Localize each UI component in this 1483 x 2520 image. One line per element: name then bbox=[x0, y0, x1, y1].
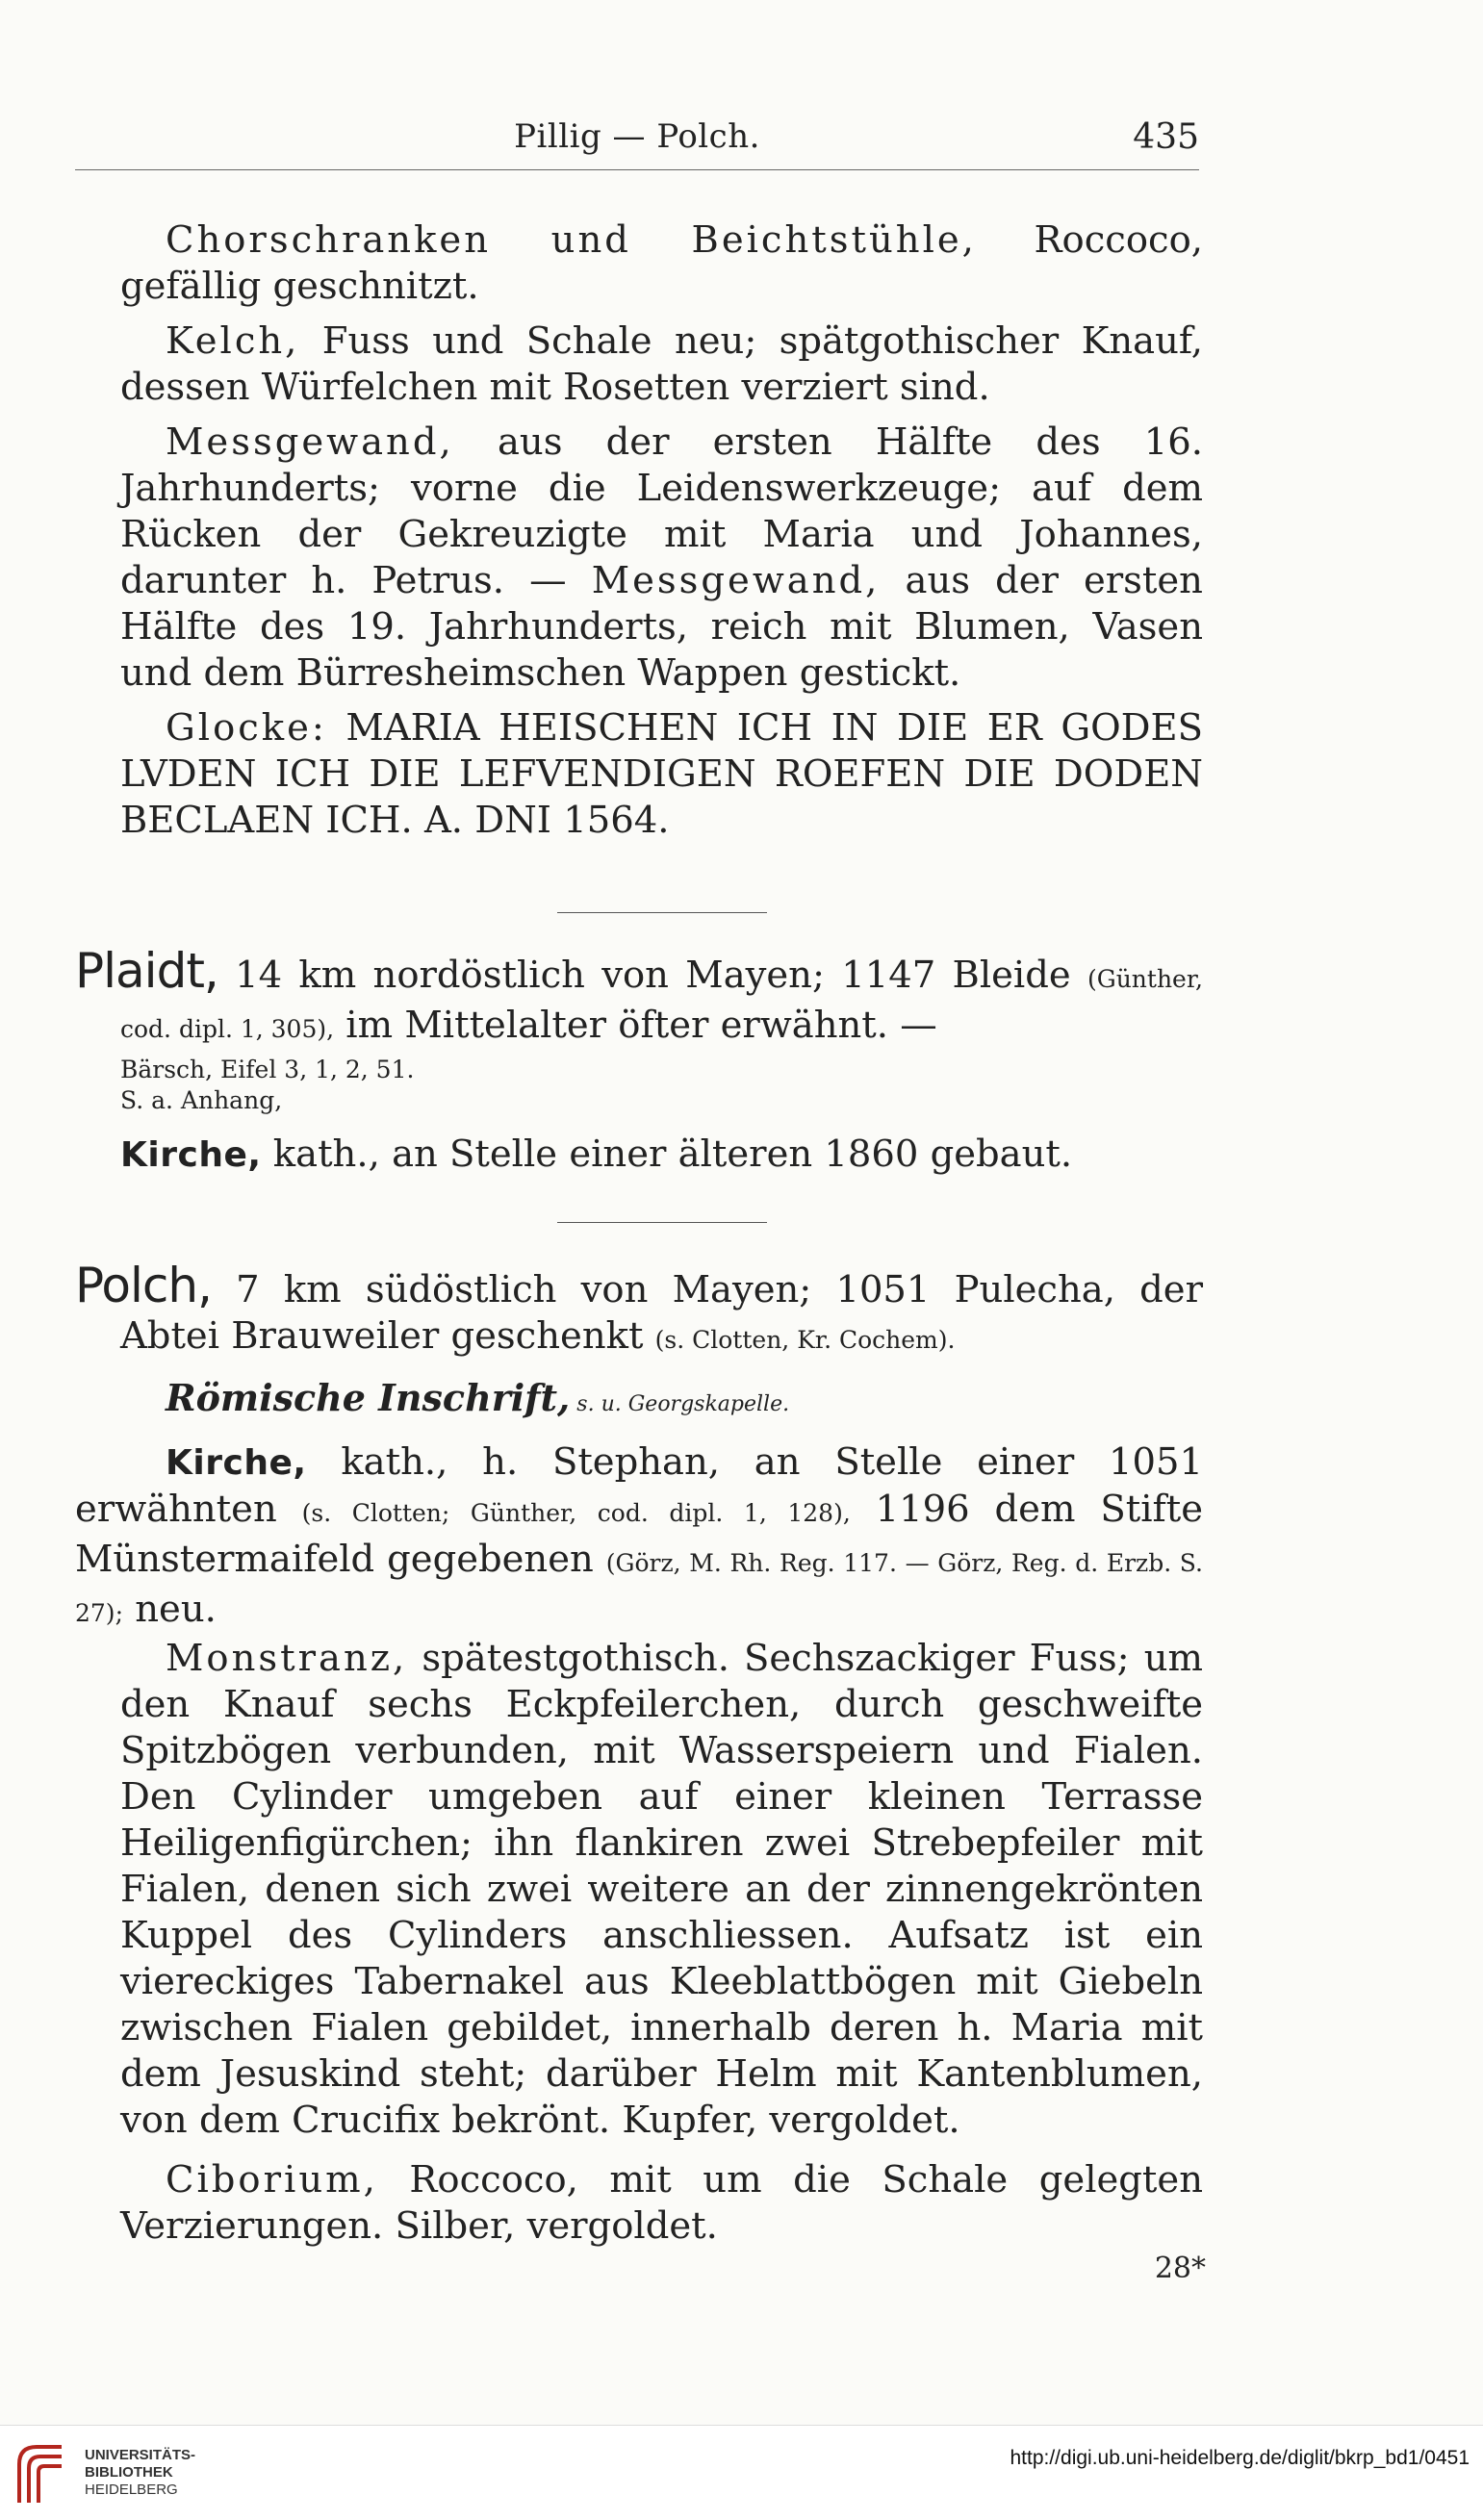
separator-1-wrap bbox=[120, 912, 1203, 913]
paragraph-monstranz bbox=[120, 1636, 1203, 2144]
printer-signature: 28* bbox=[1154, 2252, 1206, 2285]
paragraph-kelch bbox=[120, 318, 1203, 411]
term: Ciborium, bbox=[166, 2158, 378, 2202]
term: Messgewand, bbox=[591, 559, 881, 602]
entry-plaidt bbox=[75, 943, 1203, 1179]
term: Glocke: bbox=[166, 706, 327, 750]
separator-2-wrap bbox=[120, 1222, 1203, 1223]
place-name-plaidt: Plaidt, bbox=[75, 943, 218, 999]
plaidt-references bbox=[75, 1055, 1203, 1116]
body-text: Roccoco, mit um die Schale gelegten Verzierungen. Silber, vergoldet. bbox=[120, 2158, 1203, 2248]
reference: (Görz, M. Rh. Reg. 117. — Görz, Reg. d. Erzb. S. 27); bbox=[75, 1549, 1203, 1627]
cross-reference: s. u. Georgskapelle. bbox=[570, 1392, 790, 1416]
term: Messgewand, bbox=[166, 420, 454, 464]
place-name-polch: Polch, bbox=[75, 1258, 212, 1313]
term: Monstranz, bbox=[166, 1637, 408, 1680]
section-separator bbox=[557, 912, 767, 913]
body-text: kath., h. Stephan, an Stelle einer 1051 erwähnten bbox=[75, 1440, 1203, 1531]
reference: S. a. Anhang, bbox=[120, 1086, 283, 1114]
paragraph-messgewand bbox=[120, 420, 1203, 697]
header-rule bbox=[75, 169, 1199, 170]
body-text: Fuss und Schale neu; spätgothischer Knauf, dessen Würfelchen mit Rosetten verziert sind. bbox=[120, 319, 1203, 409]
library-line: UNIVERSITÄTS- bbox=[85, 2447, 196, 2463]
body-text: Roccoco, gefällig geschnitzt. bbox=[120, 218, 1203, 308]
reference: (s. Clotten; Günther, cod. dipl. 1, 128), bbox=[301, 1499, 851, 1527]
polch-heading-paragraph bbox=[75, 1258, 1203, 1363]
body-text: 7 km südöstlich von Mayen; 1051 Pulecha, der Abtei Brauweiler geschenkt bbox=[120, 1268, 1203, 1358]
paragraph-ciborium bbox=[120, 2157, 1203, 2250]
term: Kirche, bbox=[166, 1443, 307, 1483]
paragraph-chorschranken bbox=[120, 217, 1203, 310]
term: Römische Inschrift, bbox=[166, 1376, 571, 1419]
plaidt-heading-paragraph bbox=[75, 943, 1203, 1053]
body-text: aus der ersten Hälfte des 16. Jahrhunderts; vorne die Leidenswerkzeuge; auf dem Rücken der Gekreuzigte mit Maria und Johannes, darunter h. Petrus. — bbox=[120, 420, 1203, 602]
bell-inscription: MARIA HEISCHEN ICH IN DIE ER GODES LVDEN ICH DIE LEFVENDIGEN ROEFEN DIE DODEN BECLAEN ICH. A. DNI 1564. bbox=[120, 706, 1203, 842]
library-line: HEIDELBERG bbox=[85, 2482, 178, 2498]
body-text: 14 km nordöstlich von Mayen; 1147 Bleide bbox=[217, 954, 1087, 997]
source-url-link[interactable]: http://digi.ub.uni-heidelberg.de/diglit/bkrp_bd1/0451 bbox=[1010, 2447, 1470, 2469]
body-text: aus der ersten Hälfte des 19. Jahrhunderts, reich mit Blumen, Vasen und dem Bürresheimschen Wappen gestickt. bbox=[120, 559, 1203, 695]
roemische-inschrift-paragraph bbox=[75, 1375, 1203, 1428]
library-name bbox=[85, 2447, 195, 2499]
term: Kelch, bbox=[166, 319, 300, 363]
entry-polch bbox=[75, 1258, 1204, 1637]
body-text: im Mittelalter öfter erwähnt. — bbox=[334, 1004, 937, 1047]
page-number: 435 bbox=[1133, 117, 1199, 157]
running-header bbox=[75, 114, 1199, 171]
body-text: spätestgothisch. Sechszackiger Fuss; um den Knauf sechs Eckpfeilerchen, durch geschweifte Spitzbögen verbunden, mit Wasserspeiern und Fialen. Den Cylinder umgeben auf einer kleinen Terrasse Heiligenfigürchen; ihn flankiren zwei Strebepfeiler mit Fialen, denen sich zwei weitere an der zinnengekrönten Kuppel des Cylinders anschliessen. Aufsatz ist ein viereckiges Tabernakel aus Kleeblattbögen mit Giebeln zwischen Fialen gebildet, innerhalb deren h. Maria mit dem Jesuskind steht; darüber Helm mit Kantenblumen, von dem Crucifix bekrönt. Kupfer, vergoldet. bbox=[120, 1637, 1203, 2142]
library-line: BIBLIOTHEK bbox=[85, 2464, 173, 2481]
reference: (s. Clotten, Kr. Cochem). bbox=[654, 1326, 956, 1354]
body-text: kath., an Stelle einer älteren 1860 gebaut. bbox=[261, 1133, 1073, 1176]
plaidt-kirche-paragraph bbox=[75, 1132, 1203, 1179]
body-text: 1196 dem Stifte Münstermaifeld gegebenen bbox=[75, 1488, 1204, 1581]
text-block-polch bbox=[120, 1636, 1203, 2250]
term: Chorschranken und Beichtstühle, bbox=[166, 218, 977, 262]
term: Kirche, bbox=[120, 1135, 262, 1175]
polch-kirche-paragraph bbox=[75, 1439, 1203, 1637]
reference: Bärsch, Eifel 3, 1, 2, 51. bbox=[120, 1056, 415, 1083]
university-library-logo-icon bbox=[12, 2435, 73, 2508]
section-separator bbox=[557, 1222, 767, 1223]
paragraph-glocke bbox=[120, 705, 1203, 844]
text-block-pillig bbox=[120, 217, 1203, 844]
digitization-footer bbox=[0, 2425, 1483, 2520]
body-text: neu. bbox=[123, 1588, 217, 1631]
running-title: Pillig — Polch. bbox=[514, 117, 760, 156]
reference: (Günther, cod. dipl. 1, 305), bbox=[120, 965, 1203, 1043]
